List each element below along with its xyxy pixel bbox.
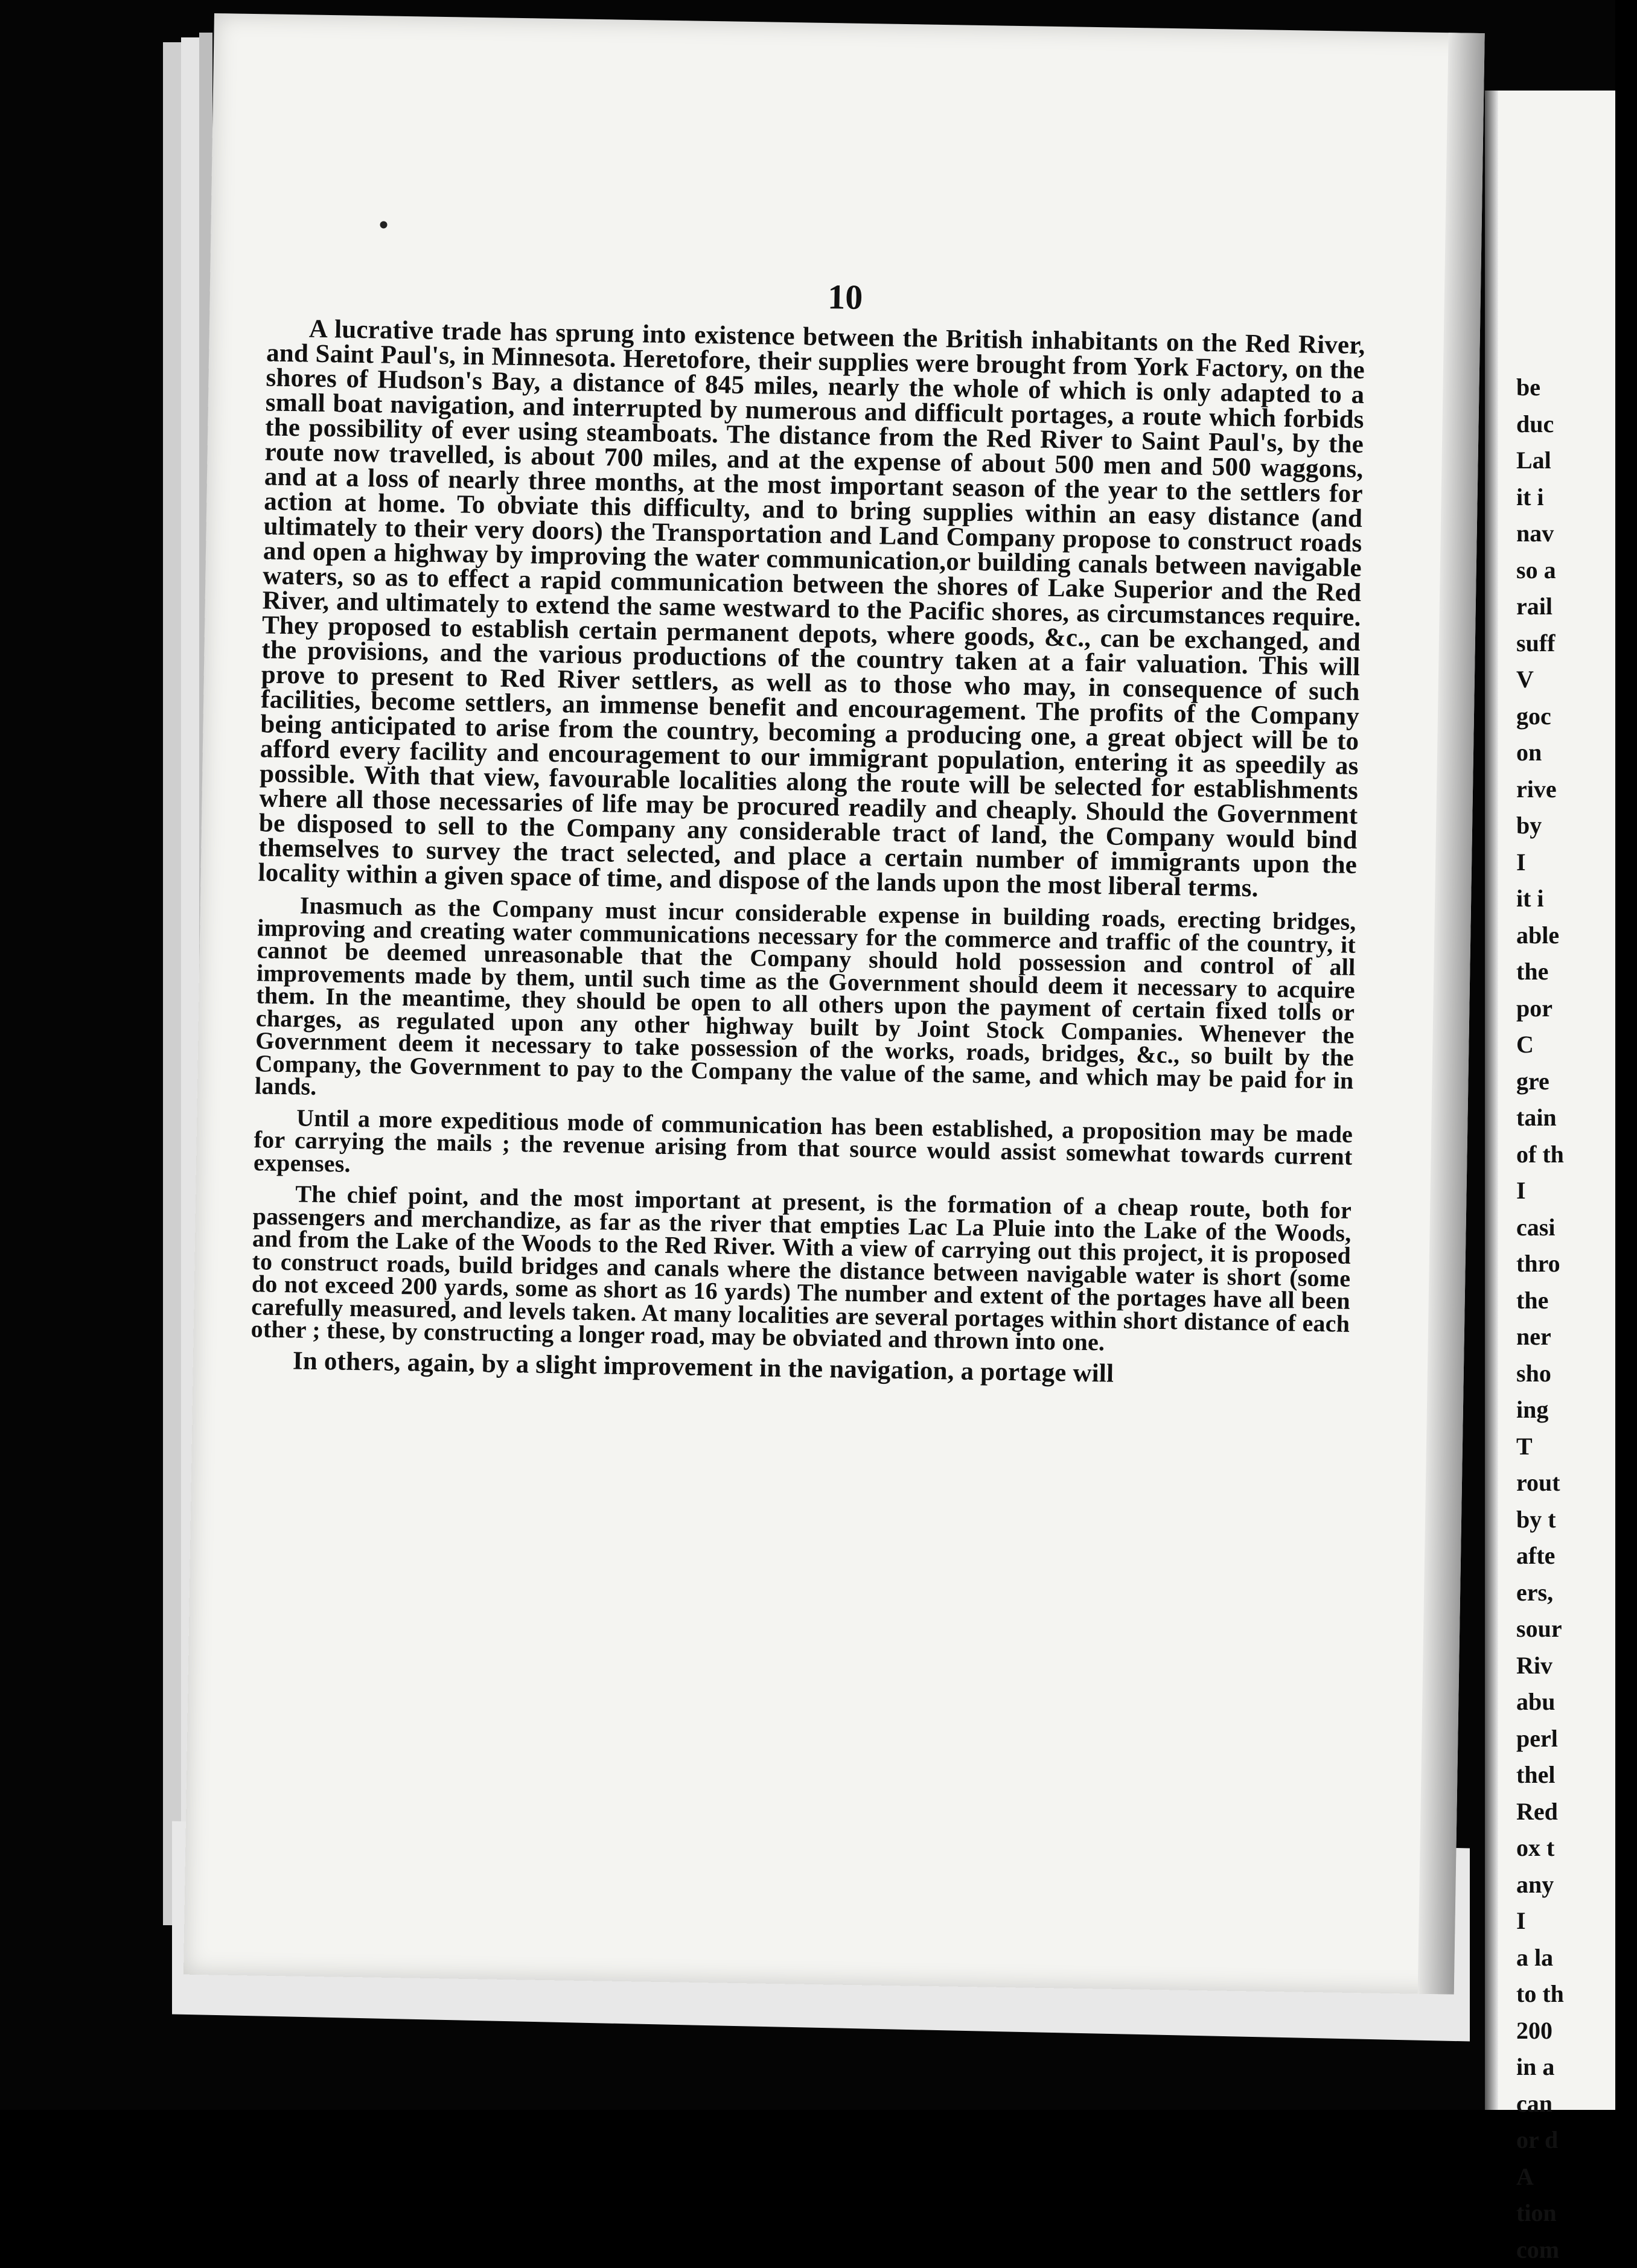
right-page-line: nav	[1516, 515, 1637, 552]
right-page-line: tain	[1516, 1100, 1637, 1136]
right-page-line: a la	[1516, 1940, 1637, 1977]
right-page-line: I	[1516, 1903, 1637, 1940]
right-page-line: perl	[1516, 1721, 1637, 1757]
page-fold	[1485, 91, 1498, 2110]
paragraph: A lucrative trade has sprung into existence between the British inhabitants on the Red River, and Saint Paul's, in Minnesota. Heretofore, their supplies were brought from York Factory, on the shores of Hudson's Bay, a distance of 845 miles, nearly the whole of which is only adapted to a small boat navigation, and interrupted by numerous and difficult portages, a route which forbids the possibility of ever using steamboats. The distance from the Red River to Saint Paul's, by the route now travelled, is about 700 miles, and at the expense of about 500 men and 500 waggons, and at a loss of nearly three months, at the most important season of the year to the settlers for action at home. To obviate this difficulty, and to bring supplies within an easy distance (and ultimately to their very doors) the Transportation and Land Company propose to construct roads and open a highway by improving the water communication,or building canals between navigable waters, so as to effect a rapid communication between the shores of Lake Superior and the Red River, and ultimately to extend the same westward to the Pacific shores, as circumstances require. They proposed to establish certain permanent depots, where goods, &c., can be exchanged, and the provisions, and the various productions of the country taken at a fair valuation. This will prove to present to Red River settlers, as well as to those who may, in consequence of such facilities, become settlers, an immense benefit and encouragement. The profits of the Company being anticipated to arise from the country, becoming a producing one, a great object will be to afford every facility and encouragement to our immigrant population, entering it as speedily as possible. With that view, favourable localities along the route will be selected for establishments where all those necessaries of life may be procured readily and cheaply. Should the Government be disposed to sell to the Company any considerable tract of land, the Company would bind themselves to survey the tract selected, and place a certain number of immigrants upon the locality within a given space of time, and dispose of the lands upon the most liberal terms.	[258, 316, 1365, 902]
right-page-line: tion	[1516, 2195, 1637, 2232]
right-page-line: Red	[1516, 1794, 1637, 1830]
right-page-line: goc	[1516, 698, 1637, 735]
right-page-line: any	[1516, 1867, 1637, 1903]
right-page-line: Riv	[1516, 1648, 1637, 1684]
right-page-line: I	[1516, 1173, 1637, 1209]
left-page	[183, 13, 1485, 1995]
ink-dot	[380, 221, 387, 228]
right-page-line: it i	[1516, 881, 1637, 917]
right-page-line: of th	[1516, 1136, 1637, 1173]
right-page-line: ner	[1516, 1319, 1637, 1355]
right-page-line: gre	[1516, 1063, 1637, 1100]
right-page-line: Lal	[1516, 442, 1637, 479]
right-page-line: 200	[1516, 2013, 1637, 2050]
right-page-line: ing	[1516, 1392, 1637, 1429]
right-page-line: able	[1516, 917, 1637, 954]
right-page-line: afte	[1516, 1538, 1637, 1575]
right-page-line: be	[1516, 369, 1637, 406]
page-number: 10	[209, 267, 1481, 327]
right-page-line: ers,	[1516, 1575, 1637, 1611]
right-page-line: rout	[1516, 1465, 1637, 1502]
right-page-line: A	[1516, 2159, 1637, 2196]
right-page-line: C	[1516, 1027, 1637, 1063]
paragraph: Until a more expeditious mode of communication has been established, a proposition may be made for carrying the mails ; the revenue arising from that source would assist somewhat towards current expenses.	[254, 1106, 1353, 1191]
right-page-line: or d	[1516, 2122, 1637, 2159]
paragraph: In others, again, by a slight improvement in the navigation, a portage will	[250, 1349, 1349, 1389]
paragraph: The chief point, and the most important at present, is the formation of a cheap route, both for passengers and merchandize, as far as the river that empties Lac La Pluie into the Lake of the Woods, and from the Lake of the Woods to the Red River. With a view of carrying out this project, it is proposed to construct roads, build bridges and canals where the distance between navigable water is short (some do not exceed 200 yards, some as short as 16 yards) The number and extent of the portages have all been carefully measured, and levels taken. At many localities are several portages within short distance of each other ; these, by constructing a longer road, may be obviated and thrown into one.	[250, 1182, 1351, 1357]
right-page-line: the	[1516, 1282, 1637, 1319]
right-page-line: the	[1516, 954, 1637, 990]
right-page-line: it i	[1516, 479, 1637, 516]
right-page-line: by t	[1516, 1502, 1637, 1538]
right-page-line: duc	[1516, 406, 1637, 443]
right-page-line: rive	[1516, 771, 1637, 808]
right-page-lines	[1516, 369, 1637, 2268]
right-page-line: thro	[1516, 1246, 1637, 1282]
right-page-line: com	[1516, 2232, 1637, 2268]
right-page-line: thel	[1516, 1757, 1637, 1794]
right-page-line: abu	[1516, 1684, 1637, 1721]
right-page-line: to th	[1516, 1976, 1637, 2013]
right-page-line: so a	[1516, 552, 1637, 589]
right-page-line: por	[1516, 990, 1637, 1027]
right-page-line: V	[1516, 661, 1637, 698]
right-page-line: T	[1516, 1429, 1637, 1465]
paragraph: Inasmuch as the Company must incur considerable expense in building roads, erecting bridges, improving and creating water communications necessary for the commerce and traffic of the country, it cannot be deemed unreasonable that the Company should hold possession and control of all improvements made by them, until such time as the Government should deem it necessary to acquire them. In the meantime, they should be open to all others upon the payment of certain fixed tolls or charges, as regulated upon any other highway built by Joint Stock Companies. Whenever the Government deem it necessary to take possession of the works, roads, bridges, &c., so built by the Company, the Government to pay to the Company the value of the same, and which may be paid for in lands.	[255, 893, 1356, 1114]
right-page-line: on	[1516, 734, 1637, 771]
right-page-line: suff	[1516, 625, 1637, 662]
right-page-line: I	[1516, 844, 1637, 881]
right-page-line: casi	[1516, 1209, 1637, 1246]
right-page-line: can	[1516, 2086, 1637, 2123]
body-text	[250, 316, 1365, 1397]
right-page-line: rail	[1516, 588, 1637, 625]
right-page-line: in a	[1516, 2049, 1637, 2086]
right-page-fragment	[1485, 91, 1615, 2110]
right-page-line: sho	[1516, 1355, 1637, 1392]
right-page-line: sour	[1516, 1611, 1637, 1648]
right-page-line: ox t	[1516, 1830, 1637, 1867]
right-page-line: by	[1516, 807, 1637, 844]
